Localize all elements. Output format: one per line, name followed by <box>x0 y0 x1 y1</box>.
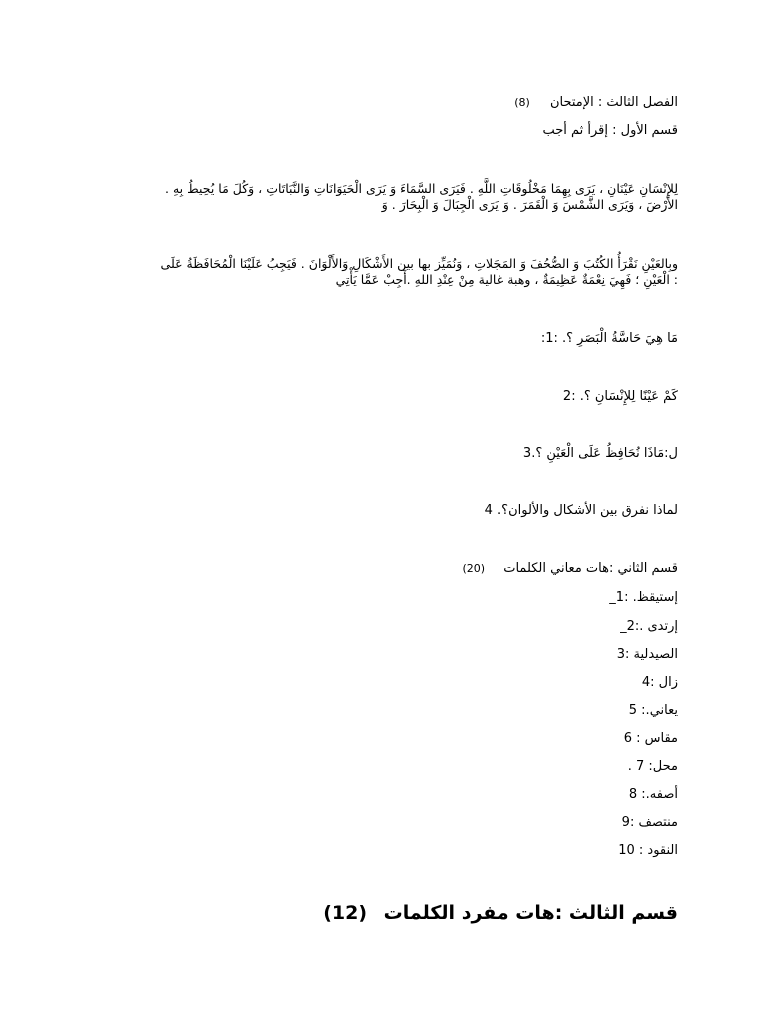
section-two-heading: قسم الثاني :هات معاني الكلمات <box>503 561 678 576</box>
vocab-item-6: مقاس : 6 <box>623 731 678 746</box>
vocab-item-8: أصفه.: 8 <box>628 787 678 802</box>
section-three-score: (12) <box>323 902 368 924</box>
vocab-item-10: النقود : 10 <box>618 843 678 858</box>
exam-score: (8) <box>514 96 530 109</box>
question-4: لماذا نفرق بين الأشكال والألوان؟. 4 <box>484 503 678 518</box>
section-two-score: (20) <box>462 562 486 575</box>
reading-paragraph-1 <box>88 181 678 213</box>
section-three-heading-row <box>323 901 678 925</box>
vocab-item-5: يعاني.: 5 <box>628 703 678 718</box>
question-3: ل:مَاذَا نُحَافِظُ عَلَى الْعَيْنِ ؟.3 <box>522 446 678 461</box>
paragraph-1-line-1: لِلإِنْسَانِ عَيْنَانِ ، يَرَى بِهِمَا مَخْلُوقَاتِ اللَّهِ . فَيَرَى السَّمَاءَ وَ يَرَى الْحَيَوَانَاتِ وَالنَّبَاتَاتِ ، وَكُلَ مَا يُحِيطُ بِهِ . <box>165 181 678 196</box>
paragraph-2-line-1: وبِالعَيْنِ نَقْرَأُ الكُتُبَ وَ الصُّحُفَ وَ المَجَلاتِ ، وَنُمَيِّز بها بين الأَشْكَالِ وَالأَلْوَانَ . فَيَجِبُ عَلَيْنَا الْمُحَافَظَةُ عَلَى <box>160 256 678 271</box>
reading-paragraph-2 <box>88 256 678 288</box>
paragraph-1-line-2: الأَرْضَ ، وَيَرَى الشَّمْسَ وَ الْقَمَرَ . وَ يَرَى الْجِبَالَ وَ الْبِحَارَ . وَ <box>381 197 678 212</box>
question-2: كَمْ عَيْنًا لِلإِنْسَانِ ؟. :2 <box>562 389 678 404</box>
section-two-heading-row <box>463 561 679 577</box>
vocab-item-2: إرتدى .:2_ <box>620 619 678 634</box>
exam-header <box>514 95 678 111</box>
vocab-item-3: الصيدلية :3 <box>616 647 678 662</box>
vocab-item-9: منتصف :9 <box>621 815 678 830</box>
section-three-heading: قسم الثالث :هات مفرد الكلمات <box>383 902 678 924</box>
vocab-item-7: محل: 7 . <box>627 759 678 774</box>
vocab-item-4: زال :4 <box>641 675 678 690</box>
exam-title: الفصل الثالث : الإمتحان <box>549 95 678 110</box>
question-1: مَا هِيَ حَاسَّةُ الْبَصَرِ ؟. :1: <box>540 331 678 346</box>
section-one-heading: قسم الأول : إقرأ ثم أجب <box>542 123 678 138</box>
vocab-item-1: إستيقظ. :1_ <box>609 590 678 605</box>
paragraph-2-line-2: : الْعَيْنِ ؛ فَهِيَ نِعْمَةٌ عَظِيمَةٌ ، وهبة غالية مِنْ عِنْدِ اللهِ .أَجِبْ عَمَّا يَأْتِي <box>335 272 678 287</box>
